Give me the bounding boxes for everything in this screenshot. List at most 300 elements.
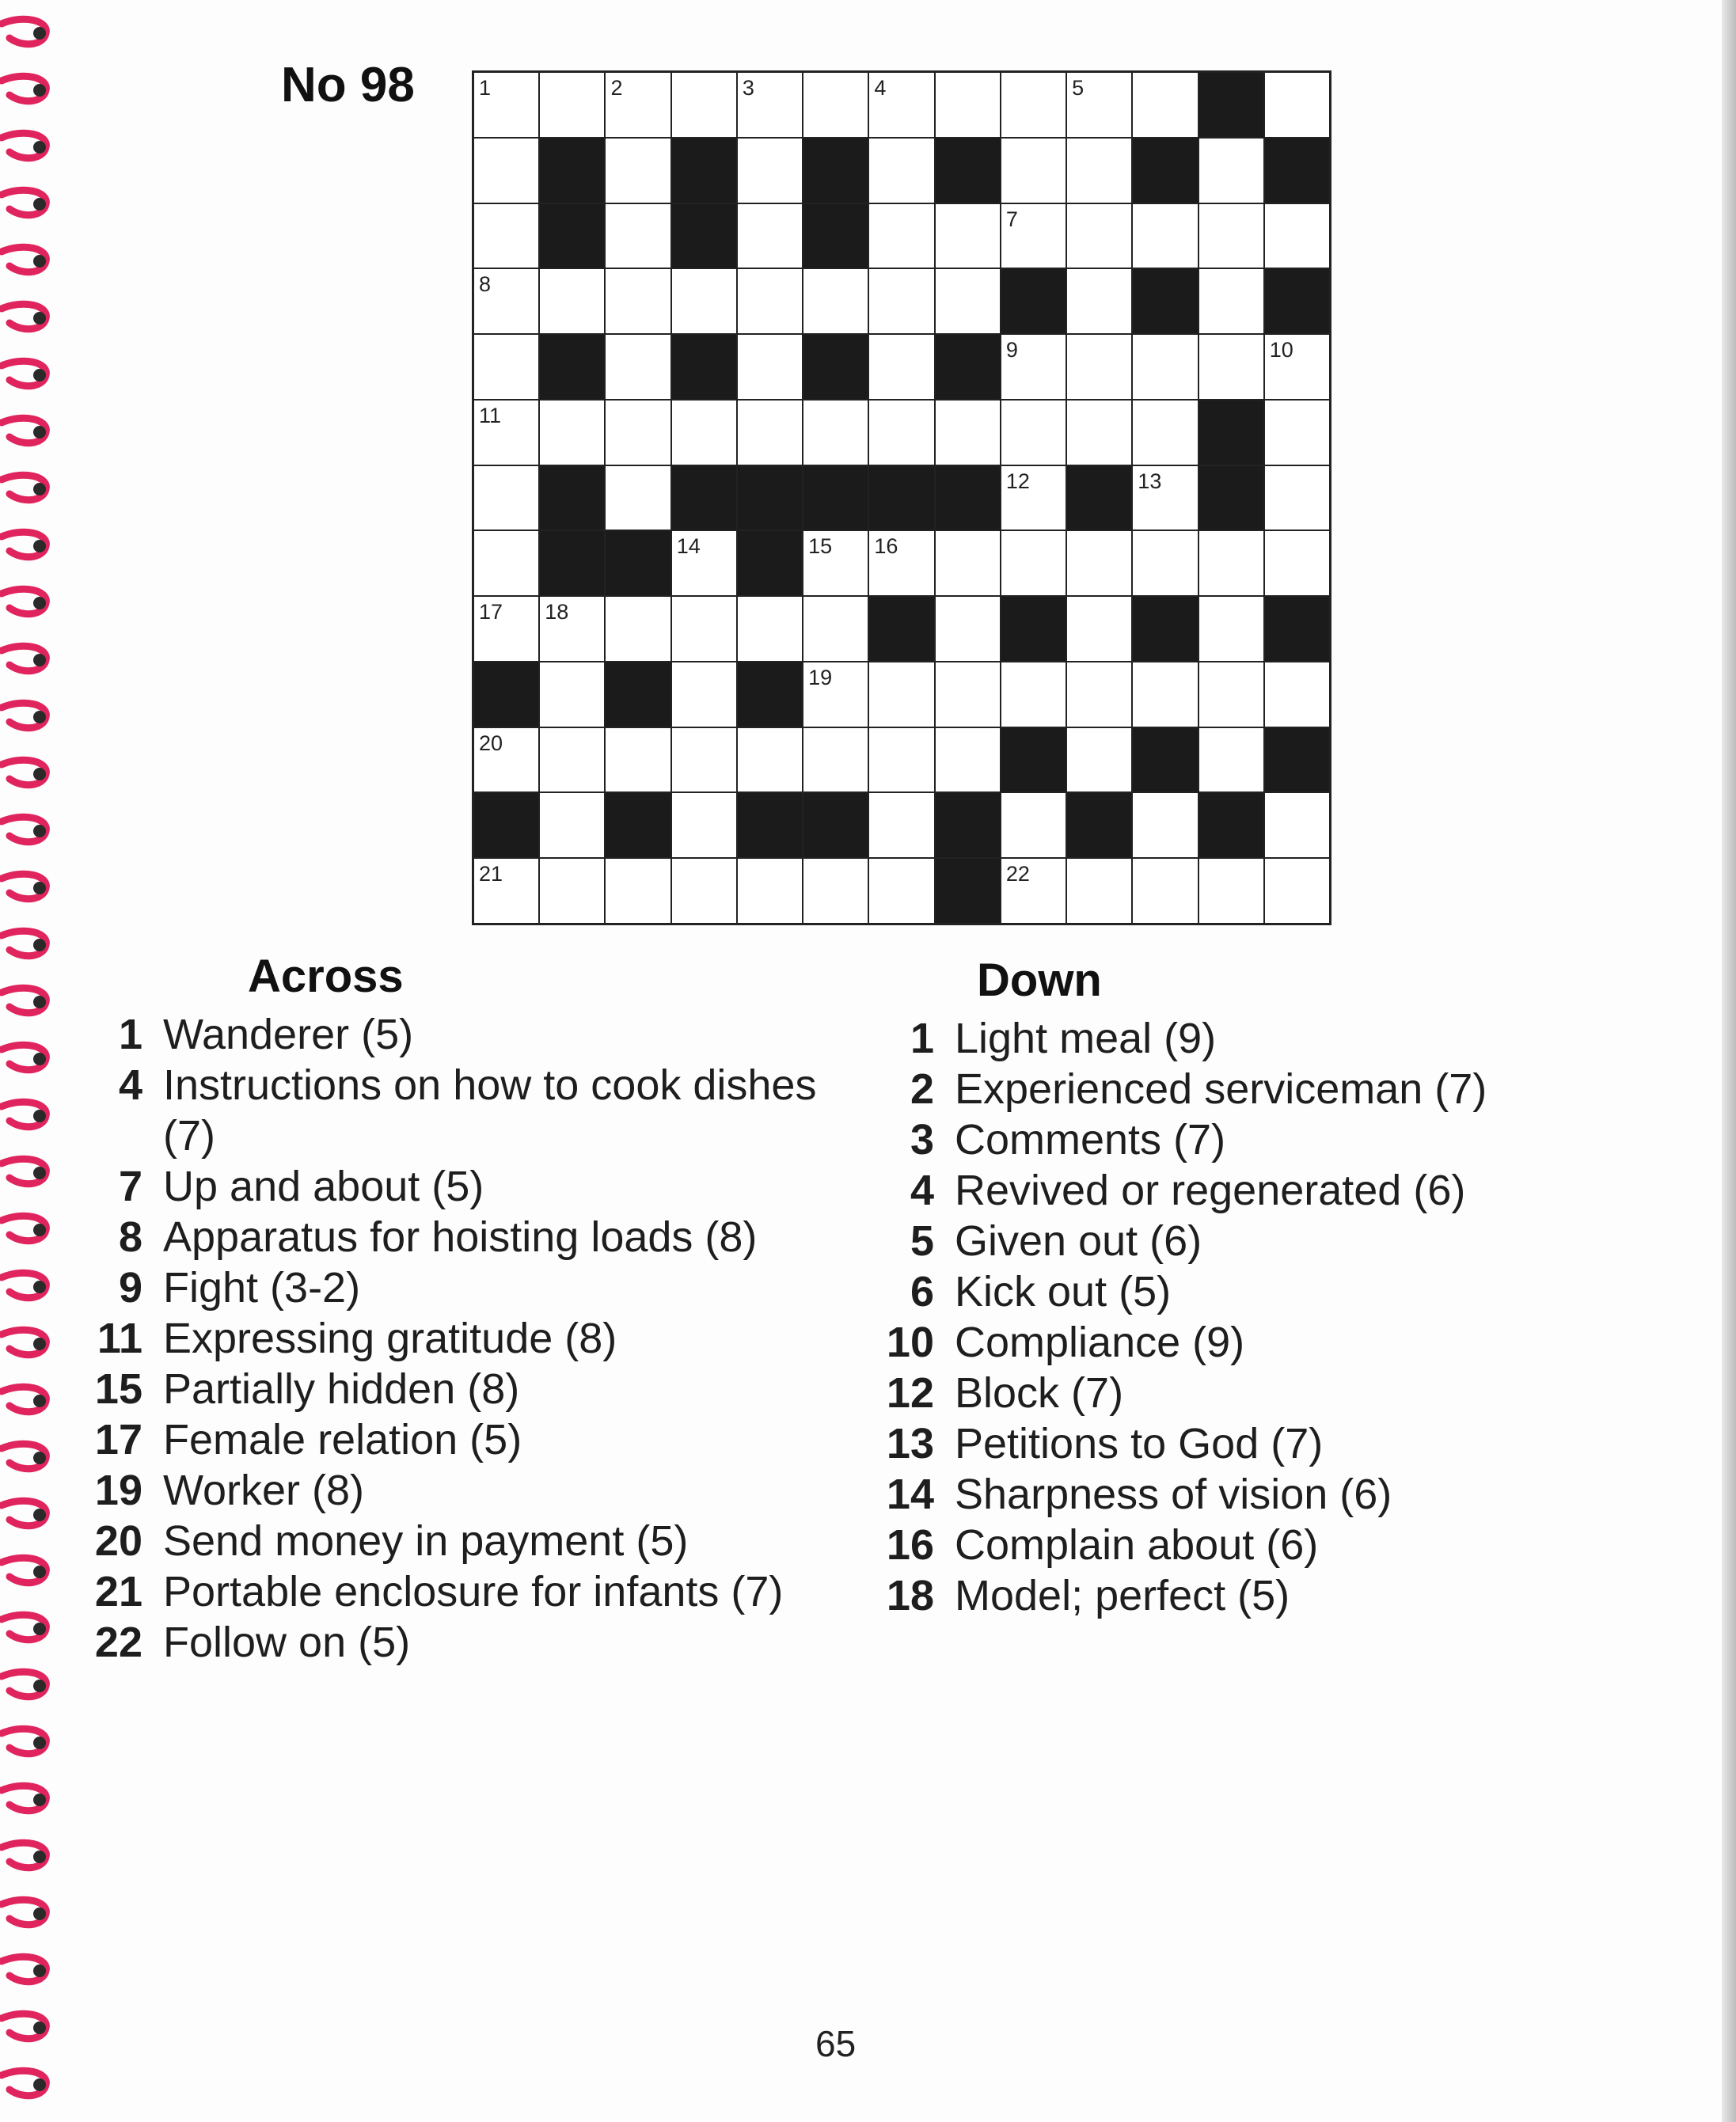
spiral-loop [2,76,46,101]
grid-block-cell [672,335,736,399]
clue-number: 15 [94,1365,142,1413]
clue-text: Experienced serviceman (7) [955,1065,1487,1113]
clue-number: 22 [94,1619,142,1666]
grid-cell[interactable] [474,466,538,530]
across-clue[interactable] [94,1364,827,1414]
grid-cell[interactable] [738,139,802,203]
grid-cell[interactable] [672,597,736,661]
clue-number: 12 [886,1369,934,1417]
spiral-loop [2,589,46,613]
spiral-loop [2,133,46,158]
spiral-loop [2,19,46,44]
grid-cell[interactable] [540,662,604,727]
grid-cell[interactable] [1199,728,1263,792]
grid-cell[interactable] [1133,335,1197,399]
grid-cell[interactable] [869,73,933,137]
grid-cell[interactable] [672,728,736,792]
grid-cell[interactable] [936,269,1000,333]
grid-cell[interactable] [1001,531,1066,595]
grid-cell[interactable] [1067,400,1131,465]
clue-text: Apparatus for hoisting loads (8) [163,1213,758,1261]
grid-cell[interactable] [869,269,933,333]
down-clue[interactable] [875,1114,1587,1165]
grid-cell[interactable] [1265,531,1329,595]
grid-cell[interactable] [474,139,538,203]
clue-number: 10 [886,1319,934,1366]
grid-cell[interactable] [1265,793,1329,857]
grid-block-cell [606,662,670,727]
spiral-loop [2,988,46,1012]
grid-block-cell [1133,139,1197,203]
grid-cell[interactable] [606,204,670,268]
cell-number: 14 [676,534,701,559]
grid-cell[interactable] [1067,662,1131,727]
grid-block-cell [1001,597,1066,661]
down-clue[interactable] [875,1469,1587,1520]
grid-cell[interactable] [1199,269,1263,333]
grid-cell[interactable] [474,728,538,792]
clue-number: 19 [94,1467,142,1514]
grid-block-cell [803,204,868,268]
grid-cell[interactable] [738,73,802,137]
spiral-loop [2,532,46,556]
grid-cell[interactable] [1133,204,1197,268]
cell-number: 18 [545,600,569,624]
clue-number: 21 [94,1568,142,1615]
across-clue[interactable] [118,1262,827,1313]
clue-number: 20 [94,1517,142,1565]
grid-cell[interactable] [1067,139,1131,203]
grid-block-cell [606,531,670,595]
grid-block-cell [1199,793,1263,857]
grid-cell[interactable] [672,531,736,595]
clue-text: Send money in payment (5) [163,1517,689,1565]
clue-number: 9 [118,1264,142,1312]
spiral-loop [2,1159,46,1183]
down-clue[interactable] [875,1418,1587,1469]
grid-cell[interactable] [1067,531,1131,595]
grid-cell[interactable] [869,859,933,923]
grid-block-cell [738,662,802,727]
grid-cell[interactable] [1265,400,1329,465]
clue-text: Female relation (5) [163,1416,522,1463]
grid-cell[interactable] [606,269,670,333]
down-clue[interactable] [875,1368,1587,1418]
grid-block-cell [1199,73,1263,137]
grid-block-cell [1265,139,1329,203]
cell-number: 15 [808,534,833,559]
spiral-binding [0,0,63,2122]
grid-cell[interactable] [474,269,538,333]
clue-number: 18 [886,1572,934,1619]
spiral-loop [2,1558,46,1582]
spiral-loop [2,1729,46,1753]
grid-cell[interactable] [1199,335,1263,399]
grid-cell[interactable] [474,597,538,661]
clue-number: 2 [910,1065,934,1113]
grid-cell[interactable] [1199,597,1263,661]
grid-cell[interactable] [803,73,868,137]
grid-cell[interactable] [1001,335,1066,399]
down-clue[interactable] [875,1165,1587,1216]
grid-block-cell [540,139,604,203]
spiral-loop [2,646,46,670]
crossword-grid [472,70,1331,925]
spiral-loop [2,1387,46,1411]
cell-number: 19 [808,665,833,689]
spiral-loop [2,817,46,841]
grid-cell[interactable] [738,859,802,923]
grid-cell[interactable] [474,204,538,268]
grid-cell[interactable] [672,73,736,137]
page-edge [1722,0,1736,2122]
grid-block-cell [672,204,736,268]
clue-number: 16 [886,1521,934,1569]
clue-number: 1 [118,1011,142,1058]
clue-text: Sharpness of vision (6) [955,1471,1392,1518]
spiral-loop [2,1501,46,1525]
grid-cell[interactable] [1133,662,1197,727]
grid-cell[interactable] [1265,466,1329,530]
clue-number: 5 [910,1217,934,1265]
grid-cell[interactable] [869,793,933,857]
grid-cell[interactable] [803,662,868,727]
grid-cell[interactable] [606,859,670,923]
grid-cell[interactable] [1001,400,1066,465]
clue-text: Worker (8) [163,1467,365,1514]
grid-cell[interactable] [738,269,802,333]
clue-number: 1 [910,1015,934,1062]
clue-number: 14 [886,1471,934,1518]
clue-text: Compliance (9) [955,1319,1245,1366]
grid-cell[interactable] [672,400,736,465]
grid-cell[interactable] [1265,335,1329,399]
spiral-loop [2,1672,46,1696]
spiral-loop [2,931,46,955]
grid-cell[interactable] [1001,662,1066,727]
clue-text: Kick out (5) [955,1268,1172,1315]
spiral-loop [2,1900,46,1924]
clue-text: Instructions on how to cook dishes (7) [163,1061,817,1160]
clue-text: Comments (7) [955,1116,1226,1163]
grid-cell[interactable] [869,400,933,465]
cell-number: 3 [742,76,754,100]
clue-text: Follow on (5) [163,1619,411,1666]
spiral-loop [2,2014,46,2038]
grid-block-cell [474,662,538,727]
spiral-loop [2,1330,46,1354]
grid-block-cell [672,139,736,203]
grid-cell[interactable] [869,728,933,792]
spiral-loop [2,304,46,328]
clue-number: 11 [97,1315,142,1362]
grid-cell[interactable] [1265,859,1329,923]
spiral-loop [2,703,46,727]
across-clue[interactable] [94,1465,827,1516]
grid-cell[interactable] [803,400,868,465]
cell-number: 10 [1269,338,1293,363]
grid-block-cell [936,139,1000,203]
grid-cell[interactable] [672,793,736,857]
grid-cell[interactable] [606,466,670,530]
grid-cell[interactable] [672,269,736,333]
grid-cell[interactable] [606,73,670,137]
grid-cell[interactable] [540,400,604,465]
across-clues [94,950,827,1668]
grid-cell[interactable] [1199,204,1263,268]
grid-cell[interactable] [1199,662,1263,727]
cell-number: 12 [1005,469,1030,493]
down-clue[interactable] [875,1216,1587,1266]
spiral-loop [2,1273,46,1297]
grid-block-cell [803,466,868,530]
cell-number: 2 [610,76,623,100]
spiral-loop [2,475,46,499]
grid-cell[interactable] [1133,73,1197,137]
grid-cell[interactable] [1199,859,1263,923]
grid-block-cell [936,466,1000,530]
grid-cell[interactable] [540,728,604,792]
clue-text: Portable enclosure for infants (7) [163,1568,784,1615]
grid-cell[interactable] [474,335,538,399]
grid-cell[interactable] [672,859,736,923]
grid-cell[interactable] [738,597,802,661]
grid-cell[interactable] [540,73,604,137]
grid-cell[interactable] [1199,139,1263,203]
across-clue[interactable] [118,1212,827,1262]
grid-cell[interactable] [474,400,538,465]
across-heading: Across [248,951,404,1002]
grid-cell[interactable] [1067,728,1131,792]
grid-cell[interactable] [1133,400,1197,465]
grid-block-cell [1133,728,1197,792]
spiral-loop [2,1786,46,1810]
spiral-loop [2,1102,46,1126]
grid-cell[interactable] [1001,139,1066,203]
grid-cell[interactable] [869,204,933,268]
cell-number: 16 [874,534,898,559]
grid-cell[interactable] [1133,859,1197,923]
grid-block-cell [540,335,604,399]
down-clue[interactable] [875,1520,1587,1570]
grid-cell[interactable] [869,139,933,203]
grid-block-cell [738,466,802,530]
grid-cell[interactable] [1067,73,1131,137]
grid-cell[interactable] [1199,531,1263,595]
grid-cell[interactable] [1067,204,1131,268]
grid-block-cell [1265,728,1329,792]
grid-cell[interactable] [540,859,604,923]
across-clue[interactable] [97,1313,827,1364]
spiral-loop [2,874,46,898]
puzzle-title: No 98 [281,58,415,112]
grid-block-cell [869,597,933,661]
grid-cell[interactable] [869,662,933,727]
clue-text: Up and about (5) [163,1163,484,1210]
grid-cell[interactable] [1133,466,1197,530]
grid-block-cell [1265,597,1329,661]
clue-text: Light meal (9) [955,1015,1217,1062]
spiral-loop [2,2071,46,2095]
clue-text: Complain about (6) [955,1521,1319,1569]
grid-cell[interactable] [540,597,604,661]
down-clue[interactable] [875,1570,1587,1621]
grid-block-cell [738,531,802,595]
cell-number: 17 [479,600,503,624]
spiral-loop [2,1957,46,1981]
grid-block-cell [1067,466,1131,530]
grid-cell[interactable] [1067,597,1131,661]
grid-cell[interactable] [474,73,538,137]
clue-number: 4 [910,1167,934,1214]
spiral-loop [2,1615,46,1639]
cell-number: 20 [479,731,503,755]
grid-cell[interactable] [540,793,604,857]
grid-block-cell [672,466,736,530]
grid-block-cell [1067,793,1131,857]
grid-block-cell [1199,466,1263,530]
clue-text: Model; perfect (5) [955,1572,1290,1619]
down-clue[interactable] [875,1013,1587,1064]
grid-cell[interactable] [803,597,868,661]
grid-cell[interactable] [1001,204,1066,268]
cell-number: 9 [1005,338,1018,363]
grid-block-cell [606,793,670,857]
grid-block-cell [1199,400,1263,465]
grid-block-cell [1133,597,1197,661]
clue-number: 7 [118,1163,142,1210]
grid-cell[interactable] [1265,204,1329,268]
grid-cell[interactable] [540,269,604,333]
grid-cell[interactable] [936,728,1000,792]
grid-cell[interactable] [606,400,670,465]
grid-cell[interactable] [606,728,670,792]
across-clue[interactable] [118,1009,827,1060]
clue-number: 3 [910,1116,934,1163]
grid-block-cell [936,859,1000,923]
clue-text: Wanderer (5) [163,1011,414,1058]
grid-block-cell [474,793,538,857]
across-clue[interactable] [94,1414,827,1465]
grid-cell[interactable] [1067,859,1131,923]
grid-block-cell [1001,269,1066,333]
grid-cell[interactable] [738,728,802,792]
cell-number: 4 [874,76,887,100]
grid-cell[interactable] [803,531,868,595]
clue-text: Expressing gratitude (8) [163,1315,617,1362]
down-clue[interactable] [875,1317,1587,1368]
grid-cell[interactable] [936,597,1000,661]
grid-block-cell [540,466,604,530]
grid-cell[interactable] [1001,859,1066,923]
grid-cell[interactable] [1001,73,1066,137]
spiral-loop [2,1216,46,1240]
down-clue[interactable] [875,1266,1587,1317]
grid-cell[interactable] [1265,662,1329,727]
grid-cell[interactable] [606,597,670,661]
across-clue-list [94,1009,827,1668]
cell-number: 8 [479,272,492,297]
grid-cell[interactable] [1001,793,1066,857]
cell-number: 22 [1005,862,1030,886]
clue-number: 8 [118,1213,142,1261]
clue-text: Given out (6) [955,1217,1202,1265]
grid-cell[interactable] [1067,269,1131,333]
grid-cell[interactable] [474,531,538,595]
grid-block-cell [1001,728,1066,792]
grid-cell[interactable] [738,204,802,268]
grid-cell[interactable] [803,859,868,923]
grid-block-cell [1133,269,1197,333]
grid-cell[interactable] [606,335,670,399]
down-clue[interactable] [875,1064,1587,1114]
grid-cell[interactable] [1001,466,1066,530]
grid-cell[interactable] [936,73,1000,137]
cell-number: 1 [479,76,492,100]
grid-cell[interactable] [936,531,1000,595]
spiral-loop [2,1045,46,1069]
cell-number: 7 [1005,207,1018,231]
grid-cell[interactable] [936,400,1000,465]
grid-cell[interactable] [738,400,802,465]
grid-block-cell [936,335,1000,399]
clue-text: Partially hidden (8) [163,1365,520,1413]
across-clue[interactable] [118,1060,827,1161]
grid-block-cell [936,793,1000,857]
grid-block-cell [803,335,868,399]
across-clue[interactable] [94,1516,827,1566]
across-clue[interactable] [94,1617,827,1668]
across-clue[interactable] [94,1566,827,1617]
down-clue-list [875,1013,1587,1621]
down-clues [875,954,1587,1621]
spiral-loop [2,1843,46,1867]
grid-cell[interactable] [1265,73,1329,137]
grid-cell[interactable] [936,204,1000,268]
grid-block-cell [803,139,868,203]
grid-cell[interactable] [738,335,802,399]
cell-number: 5 [1072,76,1085,100]
page-number: 65 [815,2023,857,2064]
grid-cell[interactable] [869,531,933,595]
spiral-loop [2,190,46,214]
grid-block-cell [738,793,802,857]
clue-number: 6 [910,1268,934,1315]
spiral-loop [2,418,46,442]
grid-block-cell [540,531,604,595]
clue-number: 17 [94,1416,142,1463]
spiral-loop [2,247,46,271]
grid-cell[interactable] [606,139,670,203]
grid-cell[interactable] [936,662,1000,727]
grid-cell[interactable] [474,859,538,923]
grid-cell[interactable] [1067,335,1131,399]
grid-cell[interactable] [803,728,868,792]
clue-text: Fight (3-2) [163,1264,361,1312]
grid-cell[interactable] [869,335,933,399]
grid-cell[interactable] [1133,793,1197,857]
grid-cell[interactable] [803,269,868,333]
grid-cell[interactable] [672,662,736,727]
clue-text: Revived or regenerated (6) [955,1167,1466,1214]
grid-block-cell [540,204,604,268]
grid-block-cell [869,466,933,530]
spiral-loop [2,760,46,784]
cell-number: 11 [479,403,502,427]
cell-number: 13 [1138,469,1162,493]
across-clue[interactable] [118,1161,827,1212]
grid-cell[interactable] [1133,531,1197,595]
